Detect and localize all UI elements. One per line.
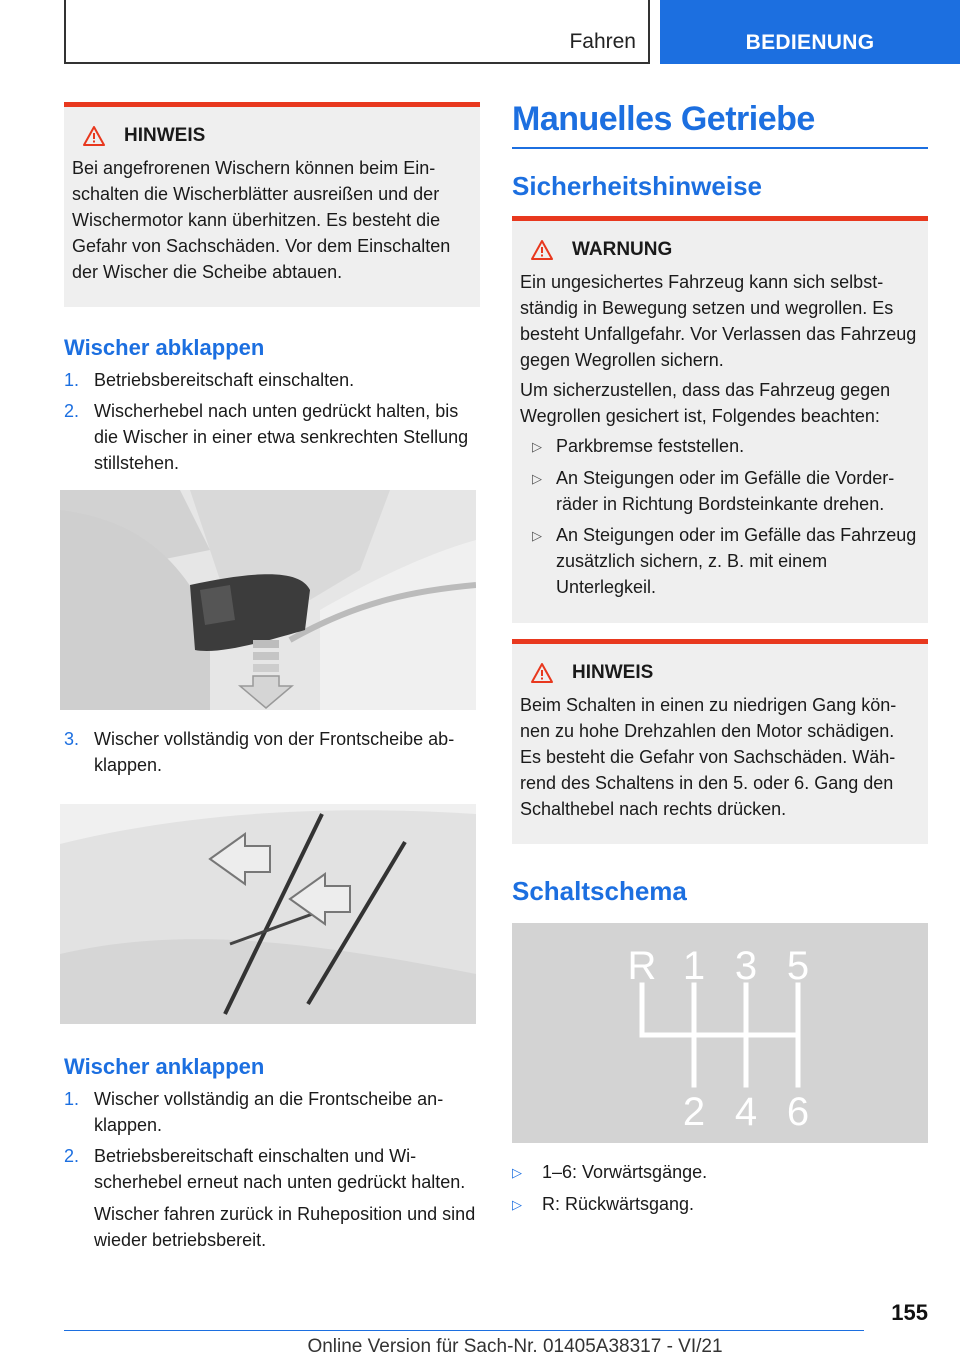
warning-triangle-icon [82,125,106,147]
bullet-text: 1–6: Vorwärtsgänge. [542,1162,708,1182]
step-text: Betriebsbereitschaft einschalten und Wischerhebel erneut nach unten gedrückt halten. [94,1146,466,1192]
shift-pattern-diagram [512,923,928,1143]
bullet-triangle-icon: ▷ [512,1165,522,1180]
bullet-item [520,465,918,517]
warning-triangle-icon [530,662,554,684]
gear-label-4: 4 [734,1090,758,1134]
step-item [64,367,480,393]
bullet-text: An Steigungen oder im Gefälle das Fahrzeug zusätzlich sichern, z. B. mit einem Unterlegkeil. [556,525,917,597]
gear-label-2: 2 [682,1090,706,1134]
header-frame [64,0,650,64]
bullet-triangle-icon: ▷ [512,1197,522,1212]
bullet-triangle-icon: ▷ [532,528,542,543]
warning-text: Ein ungesichertes Fahrzeug kann sich selbstständig in Bewegung setzen und wegrollen. Es besteht Unfallgefahr. Vor Verlassen das Fahrzeug gegen Wegrollen sichern. [520,272,917,370]
step-item [64,1086,480,1138]
step-text: Wischerhebel nach unten gedrückt halten, bis die Wischer in einer etwa senkrechten Stellung stillstehen. [94,401,469,473]
step-item [64,726,480,778]
section-title-safety: Sicherheitshinweise [512,171,762,201]
header-section: Fahren [569,30,636,53]
page-title: Manuelles Getriebe [512,100,928,149]
footer-divider [64,1330,864,1331]
notice-text: Bei angefrorenen Wischern können beim Einschalten die Wischerblätter ausreißen und der Wischermotor kann überhitzen. Es besteht die Gefahr von Sachschäden. Vor dem Einschalten der Wischer die Scheibe abtauen. [72,158,451,282]
warning-instruction: Um sicherzustellen, dass das Fahrzeug gegen Wegrollen gesichert ist, Folgendes beachten: [520,380,891,426]
bullet-text: Parkbremse feststellen. [556,436,745,456]
step-number: 2. [64,401,80,421]
fold-down-steps [64,367,480,476]
notice-label: HINWEIS [124,125,206,146]
bullet-item [520,433,918,460]
warning-header [520,239,918,261]
step-text: Betriebsbereitschaft einschalten. [94,370,355,390]
warning-bullets [520,433,918,600]
step-number: 2. [64,1146,80,1166]
notice-box-wiper [64,102,480,307]
step-number: 1. [64,370,80,390]
section-title-schema: Schaltschema [512,876,687,906]
section-title-fold-down: Wischer abklappen [64,335,265,360]
notice-label: HINWEIS [572,662,654,683]
gear-label-1: 1 [682,944,706,988]
gear-label-3: 3 [734,944,758,988]
step-text: Wischer vollständig von der Frontscheibe abklappen. [94,729,455,775]
bullet-text: An Steigungen oder im Gefälle die Vorderräder in Richtung Bordsteinkante drehen. [556,468,895,514]
fold-up-steps [64,1086,480,1259]
gear-label-6: 6 [786,1090,810,1134]
warning-box [512,216,928,623]
step-number: 1. [64,1089,80,1109]
step-item [64,398,480,476]
footer-version-text: Online Version für Sach-Nr. 01405A38317 - VI/21 [307,1336,723,1357]
section-title-fold-up: Wischer anklappen [64,1054,265,1079]
bullet-item [512,1159,928,1186]
right-column [512,100,928,1223]
warning-label: WARNUNG [572,239,673,260]
gear-label-r: R [627,944,657,988]
bullet-item [512,1191,928,1218]
fold-down-steps-continued [64,726,480,778]
page-number: 155 [891,1300,928,1325]
wiper-lever-photo [60,490,476,710]
step-result: Wischer fahren zurück in Ruheposition und sind wieder betriebsbereit. [94,1204,476,1250]
bullet-triangle-icon: ▷ [532,439,542,454]
step-body [94,1143,480,1259]
header-chapter-tab[interactable]: BEDIENUNG [660,0,960,64]
notice-header [520,662,918,684]
notice-box-gear [512,639,928,844]
bullet-triangle-icon: ▷ [532,471,542,486]
notice-header [72,125,470,147]
bullet-text: R: Rückwärtsgang. [542,1194,695,1214]
warning-triangle-icon [530,239,554,261]
step-item [64,1143,480,1259]
notice-text: Beim Schalten in einen zu niedrigen Gang können zu hohe Drehzahlen den Motor schädigen. Es besteht die Gefahr von Sachschäden. Während des Schaltens in den 5. oder 6. Gang den Schalthebel nach rechts drücken. [520,695,897,819]
schema-bullets [512,1159,928,1218]
step-number: 3. [64,729,80,749]
step-text: Wischer vollständig an die Frontscheibe anklappen. [94,1089,444,1135]
bullet-item [520,522,918,600]
windshield-wiper-photo [60,804,476,1024]
left-column [64,102,480,1264]
gear-label-5: 5 [786,944,810,988]
